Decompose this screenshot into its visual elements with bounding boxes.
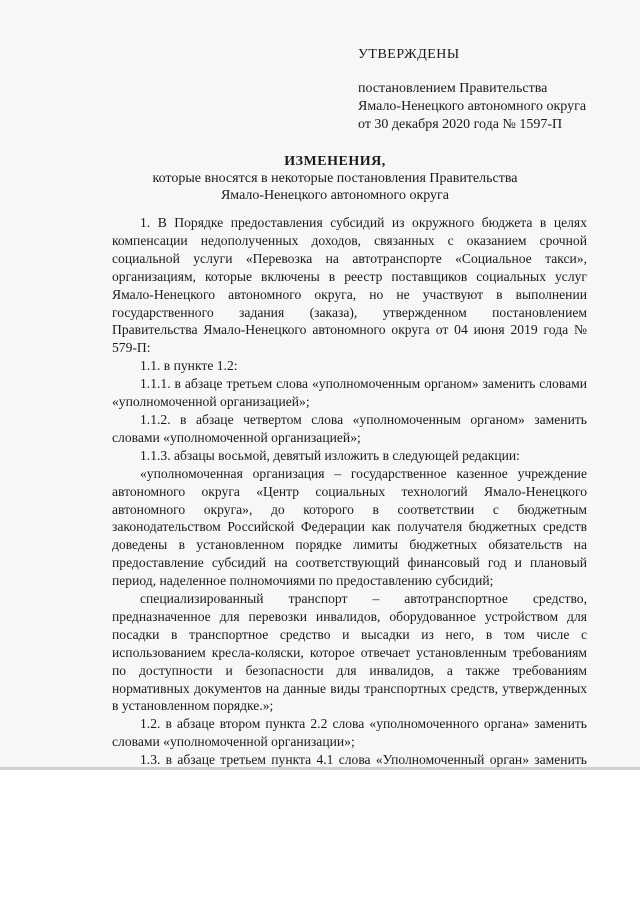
approval-line: Ямало-Ненецкого автономного округа: [358, 99, 587, 114]
approval-line: от 30 декабря 2020 года № 1597-П: [358, 117, 563, 132]
approval-stamp: [358, 46, 586, 134]
paragraph: 1. В Порядке предоставления субсидий из окружного бюджета в целях компенсации недополученных доходов, связанных с оказанием срочной социальной услуги «Перевозка на автотранспорте «Социальное такси», организациям, которые включены в реестр поставщиков социальных услуг Ямало-Ненецкого автономного округа, но не участвуют в выполнении государственного задания (заказа), утвержденном постановлением Правительства Ямало-Ненецкого автономного округа от 04 июня 2019 года № 579-П:: [112, 215, 587, 356]
heading-subtitle: которые вносятся в некоторые постановления Правительства: [152, 171, 518, 186]
document-body: [112, 214, 587, 787]
paragraph: 1.3. в абзаце третьем пункта 4.1 слова «Уполномоченный орган» заменить: [140, 752, 587, 768]
paragraph: 1.1.2. в абзаце четвертом слова «уполномоченным органом» заменить словами «уполномоченной организацией»;: [112, 411, 587, 445]
approval-lines: [358, 80, 586, 134]
paragraph: 1.1.1. в абзаце третьем слова «уполномоченным органом» заменить словами «уполномоченной организацией»;: [112, 376, 587, 410]
heading-subtitle: Ямало-Ненецкого автономного округа: [220, 188, 450, 203]
paragraph: 1.1.3. абзацы восьмой, девятый изложить в следующей редакции:: [140, 447, 520, 463]
heading-title: ИЗМЕНЕНИЯ,: [284, 154, 386, 169]
approval-line: постановлением Правительства: [358, 81, 548, 96]
paragraph: «уполномоченная организация – государственное казенное учреждение автономного округа «Центр социальных технологий Ямало-Ненецкого автономного округа», до которого в соответствии с бюджетным законодательством Российской Федерации как получателя бюджетных средств доведены в установленном порядке лимиты бюджетных обязательств на предоставление субсидий на соответствующий финансовый год и плановый период, наделенное полномочиями по предоставлению субсидий;: [112, 465, 587, 589]
document-heading: [120, 153, 550, 204]
approval-title: УТВЕРЖДЕНЫ: [358, 47, 460, 62]
paragraph: 1.1. в пункте 1.2:: [140, 358, 238, 374]
paragraph: специализированный транспорт – автотранспортное средство, предназначенное для перевозки инвалидов, оборудованное устройством для посадки в транспортное средство и высадки из него, в том числе с использованием кресла-коляски, которое отвечает установленным требованиям по доступности и безопасности для инвалидов, а также требованиям нормативных документов на данные виды транспортных средств, утвержденных в установленном порядке.»;: [112, 591, 587, 714]
paragraph: 1.2. в абзаце втором пункта 2.2 слова «уполномоченного органа» заменить словами «уполномоченной организации»;: [112, 716, 587, 750]
blank-area: [0, 770, 640, 905]
